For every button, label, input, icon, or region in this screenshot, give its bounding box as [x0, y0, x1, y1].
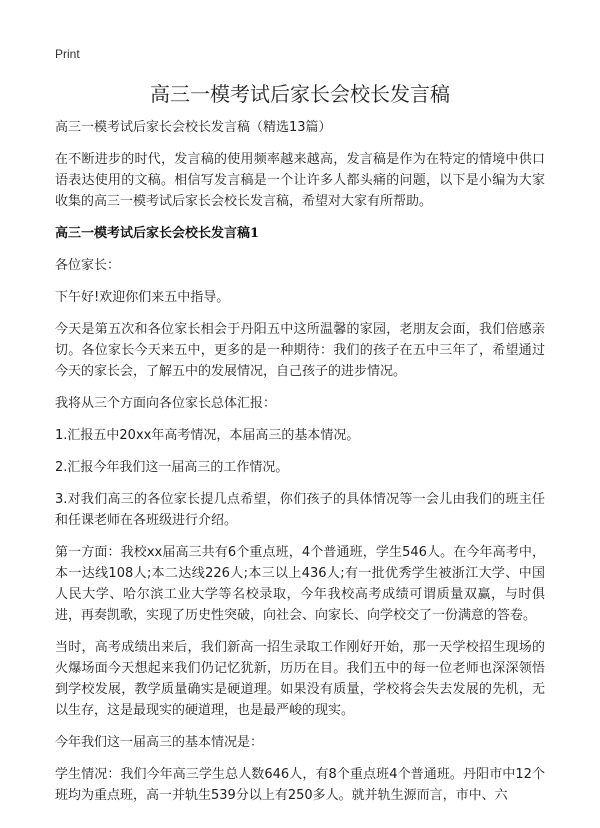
body-paragraph: 当时，高考成绩出来后，我们新高一招生录取工作刚好开始，那一天学校招生现场的火爆场面今天想起来我们仍记忆犹新，历历在目。我们五中的每一位老师也深深领悟到学校发展，教学质量确实是硬道理。如果没有质量，学校将会失去发展的先机，无以生存，这是最现实的硬道理，也是最严峻的现实。	[55, 640, 545, 718]
body-paragraph: 学生情况：我们今年高三学生总人数646人，有8个重点班4个普通班。丹阳市中12个班均为重点班，高一并轨生539分以上有250多人。就并轨生源而言，市中、六	[55, 767, 545, 803]
body-paragraph: 今天是第五次和各位家长相会于丹阳五中这所温馨的家园，老朋友会面，我们倍感亲切。各位家长今天来五中，更多的是一种期待：我们的孩子在五中三年了，希望通过今天的家长会，了解五中的发展情况，自己孩子的进步情况。	[55, 322, 545, 379]
document-subtitle: 高三一模考试后家长会校长发言稿（精选13篇）	[55, 120, 332, 135]
body-paragraph: 我将从三个方面向各位家长总体汇报：	[55, 396, 277, 411]
print-label[interactable]: Print	[55, 47, 80, 61]
welcome-paragraph: 下午好!欢迎你们来五中指导。	[55, 290, 230, 305]
body-paragraph: 第一方面：我校xx届高三共有6个重点班，4个普通班，学生546人。在今年高考中，本一达线108人;本二达线226人;本三以上436人;有一批优秀学生被浙江大学、中国人民大学、哈尔滨工业大学等名校录取，今年我校高考成绩可谓质量双赢，与时俱进，再奏凯歌，实现了历史性突破，向社会、向家长、向学校交了一份满意的答卷。	[55, 545, 545, 623]
list-item: 3.对我们高三的各位家长提几点希望，你们孩子的具体情况等一会儿由我们的班主任和任课老师在各班级进行介绍。	[55, 492, 545, 528]
greeting-paragraph: 各位家长：	[55, 258, 121, 273]
intro-paragraph: 在不断进步的时代，发言稿的使用频率越来越高，发言稿是作为在特定的情境中供口语表达使用的文稿。相信写发言稿是一个让许多人都头痛的问题，以下是小编为大家收集的高三一模考试后家长会校长发言稿，希望对大家有所帮助。	[55, 152, 545, 209]
body-paragraph: 今年我们这一届高三的基本情况是：	[55, 735, 264, 750]
section-heading: 高三一模考试后家长会校长发言稿1	[55, 226, 260, 241]
list-item: 1.汇报五中20xx年高考情况，本届高三的基本情况。	[55, 428, 360, 443]
document-title: 高三一模考试后家长会校长发言稿	[150, 82, 450, 106]
list-item: 2.汇报今年我们这一届高三的工作情况。	[55, 460, 289, 475]
